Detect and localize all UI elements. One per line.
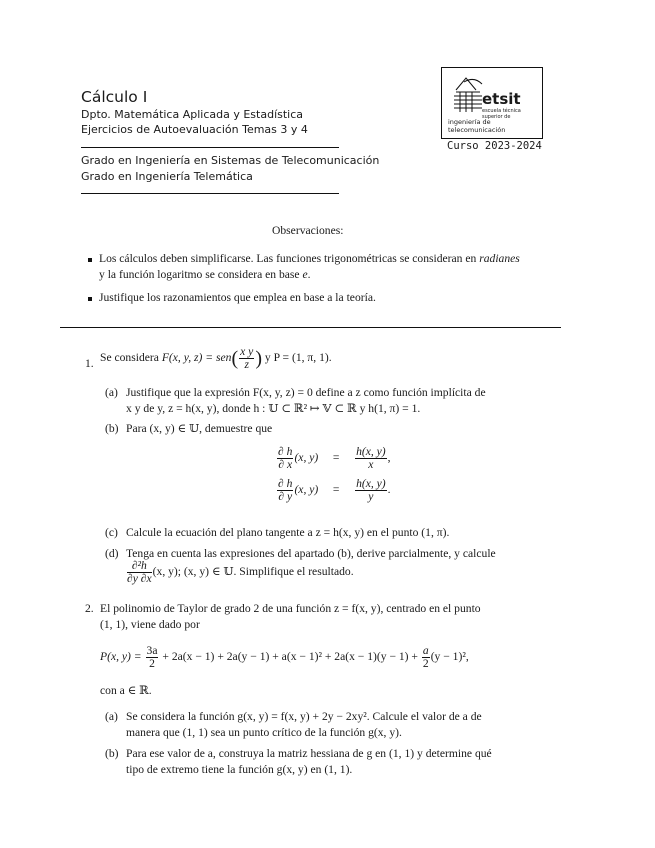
etsit-logo [441, 67, 543, 139]
q2-b-text: Para ese valor de a, construya la matriz hessiana de g en (1, 1) y determine qué tipo de extremo tiene la función g(x, y) en (1, 1). [126, 747, 492, 776]
q1-number: 1. [85, 357, 94, 370]
observation-1: Los cálculos deben simplificarse. Las funciones trigonométricas se consideran en radianes y la función logaritmo se considera en base e. [99, 252, 520, 281]
q1-b-label: (b) [105, 422, 119, 435]
observation-2: Justifique los razonamientos que emplea en base a la teoría. [99, 291, 376, 304]
logo-text: etsit [482, 90, 521, 108]
q2-taylor-polynomial: P(x, y) = $\frac{3a}{2}$ + 2a(x − 1) + 2a(y − 1) + a(x − 1)² + 2a(x − 1)(y − 1) + $\frac{a}{2}$ (y − 1)², [100, 644, 469, 670]
q2-statement: El polinomio de Taylor de grado 2 de una función z = f(x, y), centrado en el punto (1, 1), viene dado por [100, 602, 481, 631]
q2-b-label: (b) [105, 747, 119, 760]
q1-statement: Se considera F(x, y, z) = sen( $\frac{\text{x y}}{z}$ ) y P = (1, π, 1). [100, 345, 332, 371]
q1-c-label: (c) [105, 526, 118, 539]
department: Dpto. Matemática Aplicada y Estadística [81, 108, 304, 121]
q2-number: 2. [85, 602, 94, 615]
divider [81, 193, 339, 194]
q1-b-equation-2: $\frac{\partial h}{\partial y}$ (x, y) = $\frac{h(x, y)}{y}$ . [278, 477, 391, 503]
q1-d-text: Tenga en cuenta las expresiones del apartado (b), derive parcialmente, y calcule [126, 547, 496, 560]
q1-b-equation-1: $\frac{\partial h}{\partial x}$ (x, y) = $\frac{h(x, y)}{x}$ , [278, 445, 391, 471]
q1-c-text: Calcule la ecuación del plano tangente a z = h(x, y) en el punto (1, π). [126, 526, 450, 539]
course-year: Curso 2023-2024 [447, 140, 542, 152]
q2-a-text: Se considera la función g(x, y) = f(x, y) + 2y − 2xy². Calcule el valor de a de manera que (1, 1) sea un punto crítico de la función g(x, y). [126, 710, 482, 739]
degree-1: Grado en Ingeniería en Sistemas de Telecomunicación [81, 154, 380, 167]
bullet [88, 297, 92, 301]
bullet [88, 258, 92, 262]
divider [81, 147, 339, 148]
q1-a-text: Justifique que la expresión F(x, y, z) = 0 define a z como función implícita de x y de y, z = h(x, y), donde h : 𝕌 ⊂ ℝ² ↦ 𝕍 ⊂ ℝ y h(1, π) = 1. [126, 386, 486, 415]
q2-con: con a ∈ ℝ. [100, 684, 152, 697]
exercise-subtitle: Ejercicios de Autoevaluación Temas 3 y 4 [81, 123, 308, 136]
q1-a-label: (a) [105, 386, 118, 399]
logo-subtext: escuela técnica superior de [482, 108, 521, 120]
q1-d-text-2: $\frac{\text{∂²h}}{\partial y \partial x}$ (x, y); (x, y) ∈ 𝕌. Simplifique el resultado. [127, 559, 354, 585]
course-title: Cálculo I [81, 88, 148, 106]
degree-2: Grado en Ingeniería Telemática [81, 170, 253, 183]
q1-b-text: Para (x, y) ∈ 𝕌, demuestre que [126, 422, 273, 435]
observations-heading: Observaciones: [272, 224, 344, 237]
logo-subtext: ingeniería de telecomunicación [448, 118, 506, 134]
section-divider [60, 327, 561, 328]
q2-a-label: (a) [105, 710, 118, 723]
q1-d-label: (d) [105, 547, 119, 560]
